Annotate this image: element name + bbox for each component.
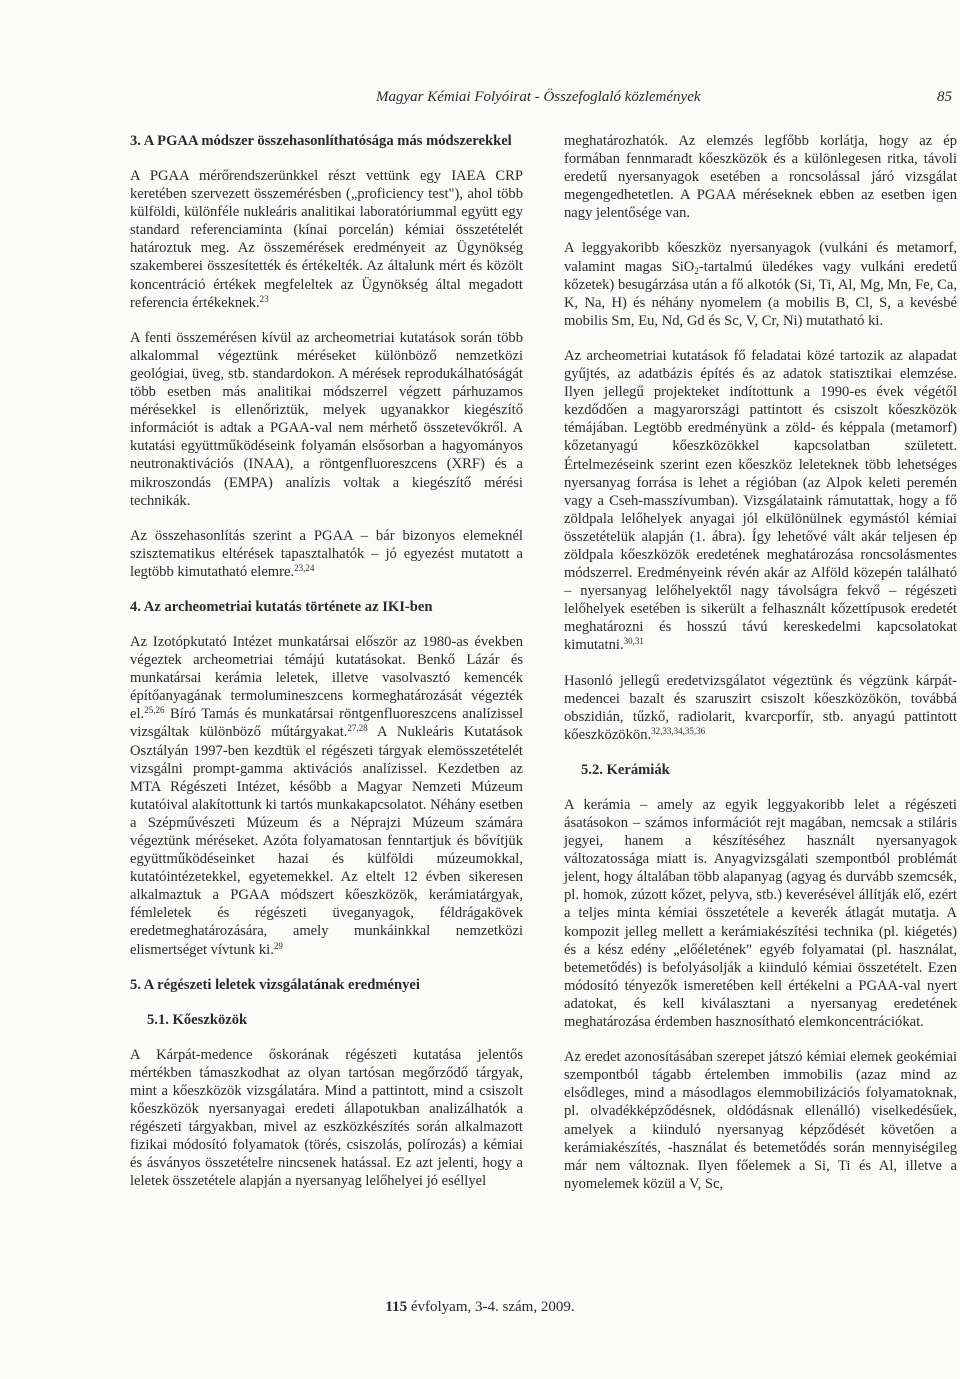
paragraph-text: Bíró Tamás és munkatársai röntgenfluoreszcens analízissel vizsgáltak különböző műtárgyakat. [130, 706, 523, 741]
right-column [564, 132, 957, 1210]
paragraph-text: Az Izotópkutató Intézet munkatársai először az 1980-as években végeztek archeometriai témájú kutatásokat. Benkő Lázár és munkatársai kerámia leletek, illetve vasolvasztó kemencék építőanyagának termolumineszcens kormeghatározását végezték el. [130, 633, 523, 723]
section-3-paragraph-1 [130, 167, 523, 312]
section-3-paragraph-2: A fenti összemérésen kívül az archeometriai kutatások során több alkalommal végeztünk méréseket különböző nemzetközi geológiai, üveg, stb. standardokon. A mérések reprodukálhatóságát több esetben más analitikai módszerrel végzett párhuzamos mérésekkel is ellenőriztük, melyek ugyanakkor kiegészítő információt is adtak a PGAA-val nem mérhető összetevőkről. A kutatási együttműködéseink folyamán elsősorban a hagyományos neutronaktivációs (INAA), a röntgenfluoreszcens (XRF) és a mikroszondás (EMPA) analízis voltak a kiegészítő mérési technikák. [130, 329, 523, 509]
section-5-heading: 5. A régészeti leletek vizsgálatának eredményei [130, 976, 420, 993]
left-column [130, 132, 523, 1207]
section-3-heading: 3. A PGAA módszer összehasonlíthatósága más módszerekkel [130, 133, 512, 149]
paragraph-text: Az összehasonlítás szerint a PGAA – bár bizonyos elemeknél szisztematikus eltérések tapasztalhatók – jó egyezést mutatott a legtöbb kimutatható elemre. [130, 527, 523, 580]
raw-materials-paragraph [564, 239, 957, 329]
provenance-paragraph [564, 672, 957, 744]
citation: 30,31 [623, 636, 644, 647]
paragraph-text: A leggyakoribb kőeszköz nyersanyagok (vulkáni és metamorf, valamint magas SiO [564, 240, 957, 275]
volume-number: 115 [385, 1299, 408, 1315]
section-4-heading: 4. Az archeometriai kutatás története az IKI-ben [130, 598, 433, 615]
volume-info: évfolyam, 3-4. szám, 2009. [407, 1299, 575, 1315]
paragraph-text: Az archeometriai kutatások fő feladatai közé tartozik az alapadat gyűjtés, az adatbázis építés és az adatok statisztikai elemzése. Ilyen jellegű projekteket indítottunk a 1990-es évek végétől kezdődően a magyarországi pattintott és csiszolt kőeszközök témájában. Legtöbb eredményünk a zöld- és képpala (metamorf) kőzetanyagú kőeszközökkel kapcsolatban született. Értelmezéseink szerint ezen kőeszköz leleteknek több lehetséges nyersanyag forrása is lehet a régióban (az Alpok keleti peremén vagy a Cseh-masszívumban). Vizsgálataink rámutattak, hogy a fő zöldpala lelőhelyek anyagai jól elkülönülnek egymástól kémiai összetételük alapján (1. ábra). Így lehetővé vált akár teljesen ép zöldpala kőeszközök eredetének meghatározása roncsolásmentes módszerrel. Eredményeink révén akár az Alföld közepén található – nyersanyag lelőhelyektől nagy távolságra fekvő – régészeti lelőhelyek esetében is sikerült a felhasznált kőzettípusok eredetét meghatározni és hosszú távú kereskedelmi kapcsolatokat kimutatni. [564, 347, 957, 654]
citation: 29 [273, 940, 283, 951]
page-number: 85 [937, 89, 952, 105]
citation: 32,33,34,35,36 [651, 725, 706, 736]
citation: 23,24 [294, 562, 315, 573]
ceramics-paragraph-2: Az eredet azonosításában szerepet játszó kémiai elemek geokémiai szempontból tágabb értelemben immobilis (azaz mind az elsődleges, mind a másodlagos elemmobilizációs folyamatoknak, pl. olvadékképződésnek, oldódásnak ellenálló) viselkedésűek, amelyek a kiinduló nyersanyag képződését követően a kerámiakészítés, -használat és betemetődés során mennyiségileg már nem változnak. Ilyen főelemek a Si, Ti és Al, illetve a nyomelemek közül a V, Sc, [564, 1049, 957, 1192]
section-5-1-paragraph-1: A Kárpát-medence őskorának régészeti kutatása jelentős mértékben támaszkodhat az olyan tartósan megőrződő tárgyak, mint a kőeszközök vizsgálatára. Mind a pattintott, mind a csiszolt kőeszközök nyersanyagai eredeti állapotukban analizálhatók a régészeti tárgyakban, mivel az eszközkészítés során alkalmazott fizikai módosító folyamatok (törés, csiszolás, polírozás) a kémiai és ásványos összetételre nincsenek hatással. Ez azt jelenti, hogy a leletek összetétele alapján a nyersanyag lelőhelyei jó eséllyel [130, 1046, 523, 1190]
ceramics-paragraph-1: A kerámia – amely az egyik leggyakoribb lelet a régészeti ásatásokon – számos információt rejt magában, nemcsak a stiláris jegyei, hanem a készítéséhez használt nyersanyagok változatossága miatt is. Anyagvizsgálati szempontból problémát jelent, hogy általában több alapanyag (agyag és durvább szemcsék, pl. homok, zúzott kőzet, pelyva, stb.) keverésével állítják elő, ezért a teljes minta kémiai összetétele a keverék átlagát mutatja. A kompozit jelleg mellett a kerámiakészítési technika (pl. kiégetés) és a kész edény „előéletének" egyéb folyamatai (pl. használat, betemetődés) is befolyásolják a kiinduló kémiai összetételt. Ezen módosító tényezők ismeretében kell értékelni a PGAA-val nyert adatokat, és kell kiválasztani a nyersanyag eredetének meghatározása érdemben hasznosítható elemkoncentrációkat. [564, 796, 957, 1031]
archaeometry-tasks-paragraph [564, 347, 957, 655]
section-3-paragraph-3 [130, 527, 523, 581]
section-5-2-heading: 5.2. Kerámiák [581, 761, 670, 778]
paragraph-text: A PGAA mérőrendszerünkkel részt vettünk egy IAEA CRP keretében szervezett összemérésben („proficiency test"), ahol több külföldi, különféle nukleáris analitikai laboratóriummal együtt egy standard referenciaminta (kínai porcelán) kémiai összetételét határoztuk meg. Az összemérések eredményeit az Ügynökség szakemberei összesítették és értékelték. Az általunk mért és közölt koncentráció értékek megfeleltek az Ügynökség által megadott referencia értékeknek. [130, 168, 523, 311]
paragraph-text: Hasonló jellegű eredetvizsgálatot végeztünk és végzünk kárpát-medencei bazalt és szaruszirt csiszolt kőeszközökön, továbbá obszidián, tűzkő, radiolarit, kvarcporfír, stb. anyagú pattintott kőeszközökön. [564, 672, 957, 743]
subscript: 2 [694, 265, 699, 276]
paragraph-text: A Nukleáris Kutatások Osztályán 1997-ben kezdtük el régészeti tárgyak elemösszetételét vizsgálni prompt-gamma aktivációs analízissel. Kezdetben az MTA Régészeti Intézet, később a Magyar Nemzeti Múzeum kutatóival alakítottunk ki tartós munkakapcsolatot. Néhány esetben a Szépművészeti Múzeum és a Néprajzi Múzeum számára végeztünk méréseket. Azóta folyamatosan fenntartjuk és bővítjük együttműködéseinket hazai és külföldi múzeumokkal, kutatóintézetekkel, egyetemekkel. Az eltelt 12 évben sikeresen alkalmaztuk a PGAA módszert kőeszközök, kerámiatárgyak, fémleletek és régészeti üveganyagok, féldrágakövek eredetmeghatározására, amely munkáinkkal nemzetközi elismertséget vívtunk ki. [130, 724, 523, 958]
page-footer [0, 1299, 960, 1316]
continued-paragraph: meghatározhatók. Az elemzés legfőbb korlátja, hogy az ép formában fennmaradt kőeszközök és a különlegesen ritka, távoli eredetű nyersanyagok esetében a roncsolással járó vizsgálat megengedhetetlen. A PGAA méréseknek ebben az esetben igen nagy jelentősége van. [564, 133, 957, 222]
section-5-1-heading: 5.1. Kőeszközök [147, 1011, 248, 1028]
citation: 25,26 [144, 705, 165, 716]
paragraph-text: -tartalmú üledékes vagy vulkáni eredetű kőzetek) besugárzása után a fő alkotók (Si, Ti, Al, Mg, Mn, Fe, Ca, K, Na, H) és néhány nyomelem (a mobilis B, Cl, S, a kevésbé mobilis Sm, Eu, Nd, Gd és Sc, V, Cr, Ni) mutatható ki. [564, 258, 957, 329]
citation: 27,28 [347, 723, 368, 734]
journal-title: Magyar Kémiai Folyóirat - Összefoglaló közlemények [376, 89, 701, 105]
citation: 23 [259, 293, 269, 304]
section-4-paragraph-1 [130, 633, 523, 959]
